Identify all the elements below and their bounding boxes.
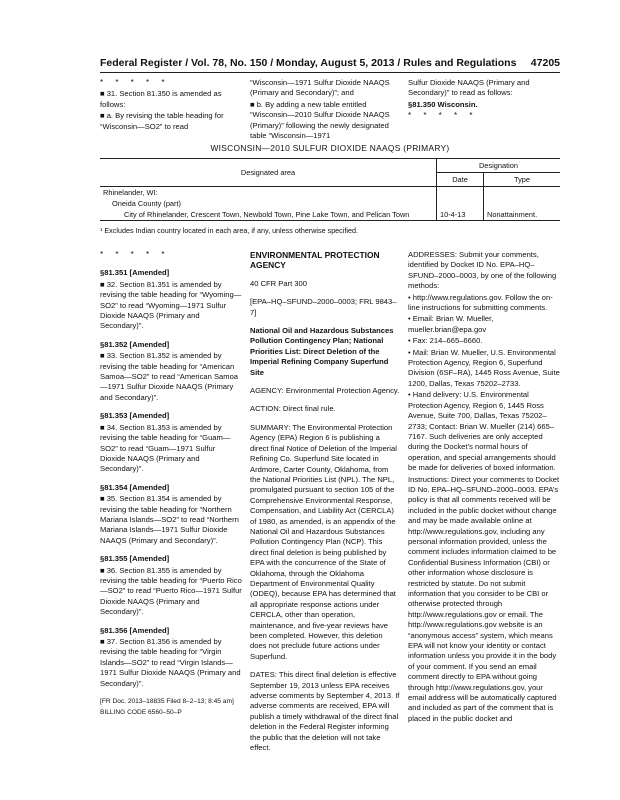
asterisks: * * * * * <box>408 111 478 121</box>
header-rule <box>100 72 560 73</box>
table-cell: 10-4-13 <box>437 209 484 221</box>
table-cell <box>437 187 484 199</box>
col-designated-area: Designated area <box>100 159 437 187</box>
paragraph: DATES: This direct final deletion is effective September 19, 2013 unless EPA receives adverse comments by September 4, 2013. If adverse comments are received, EPA will publish a timely withdrawal of the direct final deletion in the Federal Register informing the public that the deletion will not take effect. <box>250 670 400 753</box>
paragraph: §81.355 [Amended] <box>100 554 170 564</box>
table-cell: Rhinelander, WI: <box>103 188 158 197</box>
asterisks: * * * * * <box>100 78 170 87</box>
top-col-2 <box>250 78 400 142</box>
amendatory-instruction: ■ a. By revising the table heading for “Wisconsin—SO2” to read <box>100 111 224 131</box>
table-cell: City of Rhinelander, Crescent Town, Newbold Town, Pine Lake Town, and Pelican Town <box>124 210 410 219</box>
lower-col-1 <box>100 250 242 720</box>
top-col-3 <box>408 78 560 123</box>
paragraph: AGENCY: Environmental Protection Agency. <box>250 386 400 396</box>
paragraph: * * * * * <box>100 250 170 259</box>
table-title: WISCONSIN—2010 SULFUR DIOXIDE NAAQS (PRIMARY) <box>210 143 450 153</box>
paragraph: ■ 33. Section 81.352 is amended by revising the table heading for “American Samoa—SO2” to read “American Samoa—1971 Sulfur Dioxide NAAQS (Primary and Secondary)”. <box>100 351 239 402</box>
amendatory-instruction: Sulfur Dioxide NAAQS (Primary and Secondary)” to read as follows: <box>408 78 530 98</box>
amendatory-instruction: ■ b. By adding a new table entitled “Wisconsin—2010 Sulfur Dioxide NAAQS (Primary)” following the newly designated table “Wisconsin—1971 <box>250 99 390 141</box>
paragraph: National Oil and Hazardous Substances Pollution Contingency Plan; National Priorities List: Direct Deletion of the Imperial Refining Company Superfund Site <box>250 326 394 377</box>
paragraph: [FR Doc. 2013–18835 Filed 8–2–13; 8:45 am] <box>100 698 234 706</box>
paragraph: ENVIRONMENTAL PROTECTION AGENCY <box>250 250 380 271</box>
designation-table <box>100 158 560 221</box>
section-heading: §81.350 Wisconsin. <box>408 99 478 109</box>
paragraph: • Mail: Brian W. Mueller, U.S. Environmental Protection Agency, Region 6, Superfund Division (6SF–RA), 1445 Ross Avenue, Suite 1200, Dallas, Texas 75202–2733. <box>408 347 560 388</box>
table-cell <box>484 198 561 209</box>
table-footnote: ¹ Excludes Indian country located in each area, if any, unless otherwise specified. <box>100 226 358 235</box>
top-col-1 <box>100 78 242 133</box>
col-designation: Designation <box>437 159 561 173</box>
amendatory-instruction: ■ 31. Section 81.350 is amended as follows: <box>100 89 222 109</box>
table-cell: Oneida County (part) <box>112 199 182 208</box>
paragraph: ACTION: Direct final rule. <box>250 404 336 414</box>
lower-col-3 <box>408 250 560 725</box>
paragraph: • Email: Brian W. Mueller, mueller.brian@epa.gov <box>408 314 494 334</box>
lower-col-2 <box>250 250 400 754</box>
paragraph: • http://www.regulations.gov. Follow the on-line instructions for submitting comments. <box>408 292 553 313</box>
paragraph: §81.356 [Amended] <box>100 625 170 635</box>
paragraph: BILLING CODE 6560–50–P <box>100 709 182 717</box>
paragraph: Instructions: Direct your comments to Docket ID No. EPA–HQ–SFUND–2000–0003. EPA’s policy is that all comments received will be included in the public docket without change and may be made available online at http://www.regulations.gov, including any personal information provided, unless the comment includes information claimed to be Confidential Business Information (CBI) or other information whose disclosure is restricted by statute. Do not submit information that you consider to be CBI or otherwise protected through http://www.regulations.gov or email. The http://www.regulations.gov website is an “anonymous access” system, which means EPA will not know your identity or contact information unless you provide it in the body of your comment. If you send an email comment directly to EPA without going through http://www.regulations.gov, your email address will be automatically captured and included as part of the comment that is placed in the public docket and <box>408 474 560 723</box>
page-header <box>100 56 560 70</box>
header-title: Federal Register / Vol. 78, No. 150 / Monday, August 5, 2013 / Rules and Regulations <box>100 57 517 69</box>
paragraph: §81.354 [Amended] <box>100 482 170 492</box>
paragraph: [EPA–HQ–SFUND–2000–0003; FRL 9843–7] <box>250 297 397 317</box>
paragraph: ADDRESSES: Submit your comments, identified by Docket ID No. EPA–HQ–SFUND–2000–0003, by one of the following methods: <box>408 250 557 291</box>
col-date: Date <box>437 173 484 187</box>
paragraph: • Fax: 214–665–6660. <box>408 336 483 346</box>
paragraph: SUMMARY: The Environmental Protection Agency (EPA) Region 6 is publishing a direct final Notice of Deletion of the Imperial Refining Co. Superfund Site located in Ardmore, Carter County, Oklahoma, from the National Priorities List (NPL). The NPL, promulgated pursuant to section 105 of the Comprehensive Environmental Response, Compensation, and Liability Act (CERCLA) of 1980, as amended, is an appendix of the National Oil and Hazardous Substances Pollution Contingency Plan (NCP). This direct final deletion is being published by EPA with the concurrence of the State of Oklahoma, through the Oklahoma Department of Environmental Quality (ODEQ), because EPA has determined that all appropriate response actions under CERCLA, other than operation, maintenance, and five-year reviews have been completed. However, this deletion does not preclude future actions under Superfund. <box>250 422 397 661</box>
col-type: Type <box>484 173 561 187</box>
paragraph: ■ 32. Section 81.351 is amended by revising the table heading for “Wyoming—SO2” to read “Wyoming—1971 Sulfur Dioxide NAAQS (Primary and Secondary)”. <box>100 279 242 331</box>
table-cell <box>437 198 484 209</box>
paragraph: §81.351 [Amended] <box>100 268 170 278</box>
paragraph: 40 CFR Part 300 <box>250 278 307 288</box>
paragraph: • Hand delivery: U.S. Environmental Protection Agency, Region 6, 1445 Ross Avenue, Suite 700, Dallas, Texas 75202–2733; Contact: Brian W. Mueller (214) 665–7167. Such deliveries are only accepted during the Docket’s normal hours of operation, and special arrangements should be made for deliveries of boxed information. <box>408 390 556 473</box>
paragraph: ■ 37. Section 81.356 is amended by revising the table heading for “Virgin Islands—SO2” to read “Virgin Islands—1971 Sulfur Dioxide NAAQS (Primary and Secondary)”. <box>100 637 241 688</box>
paragraph: ■ 35. Section 81.354 is amended by revising the table heading for “Northern Mariana Islands—SO2” to read “Northern Mariana Islands—1971 Sulfur Dioxide NAAQS (Primary and Secondary)”. <box>100 494 239 545</box>
page-number: 47205 <box>530 57 560 69</box>
paragraph: ■ 34. Section 81.353 is amended by revising the table heading for “Guam—SO2” to read “Guam—1971 Sulfur Dioxide NAAQS (Primary and Secondary)”. <box>100 422 231 474</box>
amendatory-instruction: “Wisconsin—1971 Sulfur Dioxide NAAQS (Primary and Secondary)”; and <box>250 78 390 98</box>
table-cell <box>484 187 561 199</box>
paragraph: ■ 36. Section 81.355 is amended by revising the table heading for “Puerto Rico—SO2” to read “Puerto Rico—1971 Sulfur Dioxide NAAQS (Primary and Secondary)”. <box>100 565 242 617</box>
paragraph: §81.352 [Amended] <box>100 339 170 349</box>
paragraph: §81.353 [Amended] <box>100 411 170 421</box>
table-cell: Nonattainment. <box>484 209 561 221</box>
